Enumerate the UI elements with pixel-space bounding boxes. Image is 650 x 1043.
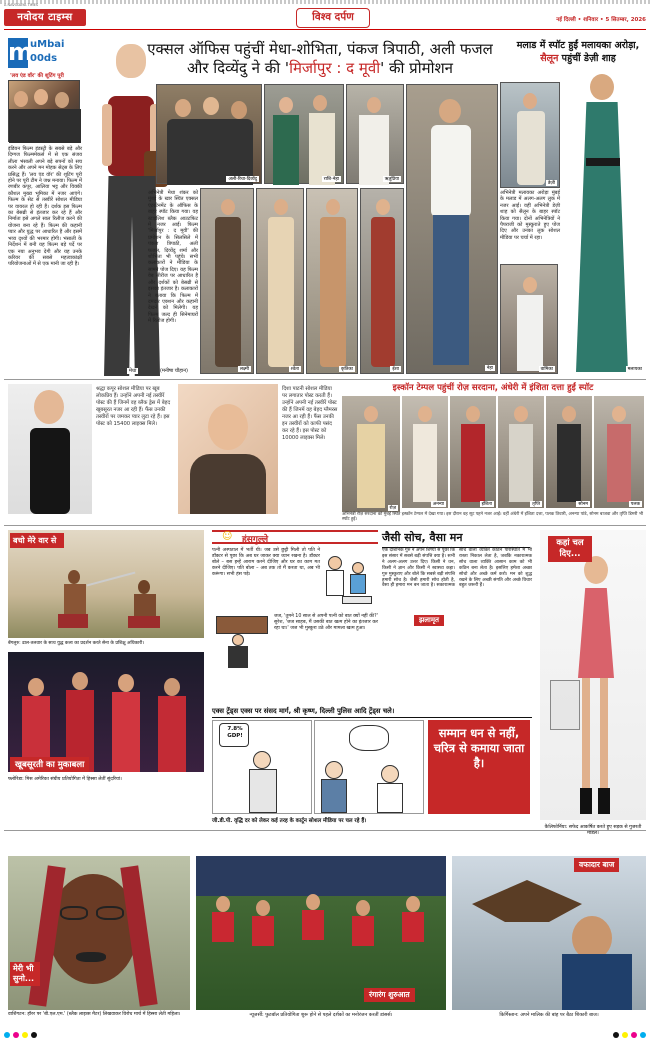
shweta-photo-3 [256,188,304,374]
isha-caption: ईशा [392,367,399,372]
neha-caption: नेहा [486,366,493,371]
soch-title: जैसी सोच, वैसा मन [382,530,530,548]
isckon-photo-2 [402,396,448,508]
mumbai-logo-m: m [8,38,34,66]
mumbai-goods-logo [8,38,70,68]
cheer-photo [196,856,446,1010]
cartoon-panel-2 [314,720,424,814]
malaika-headline-accent: सैलून [540,52,559,64]
shraddha-photo [8,384,92,514]
isckon-photo-1 [342,396,400,512]
eagle-caption: किर्गिस्तान: अपने मालिक की बांह पर बैठा शिकारी बाज। [499,1012,599,1018]
mirzapur-headline [140,40,500,78]
kritika-caption: कृतिका [340,367,353,372]
malaika-caption: मलायका [627,367,642,372]
quote-text: सम्मान धन से नहीं, चरित्र से कमाया जाता है। [433,726,525,770]
isckon-photo-3 [450,396,496,508]
beauty-photo [8,652,204,772]
daisy-photo [500,82,560,188]
rashi-neha-caption: राशि-नेहा [323,177,339,182]
isckon-photo-6 [594,396,644,508]
isckon-cap-2: इंशिता [481,502,492,507]
cheer-title: रंगारंग शुरुआत [364,988,415,1002]
brand-logo [4,9,86,26]
disha-box [178,384,338,514]
section-title-box [296,8,370,28]
isckon-photo-4 [498,396,544,508]
humor-section [212,530,378,705]
isckon-headline: इस्कॉन टेम्पल पहुंचीं रोज़ सरदाना, अंधेरी में इंशिता दत्ता हुईं स्पॉट [392,383,594,393]
ali-richa-caption: अली-रिचा-दिव्येंदु [228,177,257,182]
humor-joke-2: जज, 'तुमने 10 साल से अपनी पत्नी को बात क्यों नहीं की?' सुरेश, 'जज साहब, मैं उसकी बात खत्म होने का इंतजार कर रहा था।' जज भी मुस्कुरा उठे और मामला खत्म हुआ। [274,614,380,631]
cheer-caption: न्यूजर्सी: फुटबॉल प्रतियोगिता शुरू होने से पहले दर्शकों का मनोरंजन करतीं डांसर्स। [249,1012,393,1018]
court-cartoon [212,612,272,670]
registration-marks [0,1032,650,1040]
cartoon-panel-1 [212,720,312,814]
mirzapur-headline-accent: मिर्जापुर : द मूवी [289,59,381,77]
walk-caption: कैलिफोर्निया: सफेद आकर्षित करते हुए सड़क से गुजरती मॉडल। [544,825,642,836]
dateline: नई दिल्ली • शनिवार • 5 सितम्बर, 2026 [556,17,646,23]
quote-box [428,720,530,814]
mumbai-body: इंडियन फिल्म इंडस्ट्री के सबसे बड़े और दिग्गज फिल्ममेकर्स में से एक संजय लीला भंसाली अपने बड़े सपनों को सच करने और अपने मन मोहक सेट्स के लिए प्रसिद्ध हैं। 'लव एंड वॉर' की शूटिंग पूरी होने पर पूरी टीम ने जश्न मनाया। फिल्म में रणबीर कपूर, आलिया भट्ट और विक्की कौशल मुख्य भूमिका में नजर आएंगे। फिल्म के सेट से तस्वीरें सोशल मीडिया पर वायरल हो रही हैं। दर्शक इस फिल्म का बेसब्री से इंतजार कर रहे हैं और निर्माता इसे अगले साल रिलीज करने की योजना बना रहे हैं। फिल्म की कहानी प्यार और युद्ध पर आधारित है और इसमें भव्य दृश्यों की भरमार होगी। भंसाली के निर्देशन में बनी यह फिल्म बड़े पर्दे पर एक नया अनुभव देगी और यह उनके करियर की सबसे महत्वाकांक्षी परियोजनाओं में से एक मानी जा रही है। [8,146,84,268]
mirzapur-headline-part1: एक्सल ऑफिस पहुंचीं मेधा-शोभिता, पंकज त्रिपाठी, अली फजल और दिव्येंदु ने की ' [147,40,493,77]
soch-body: एक दार्शनिक गुरु ने अपने शिष्यों से पूछा कि इस संसार में सबसे बड़ी संपत्ति क्या है। सभी ने अलग-अलग उत्तर दिए। किसी ने धन, किसी ने ज्ञान और किसी ने स्वास्थ्य कहा। गुरु मुस्कुराए और बोले कि सबसे बड़ी संपत्ति हमारी सोच है। जैसी हमारी सोच होती है, वैसा ही हमारा मन बन जाता है। सकारात्मक सोच वाला व्यक्ति कठिन परिस्थिति में भी रास्ता निकाल लेता है, जबकि नकारात्मक सोच वाला व्यक्ति आसान काम को भी कठिन बना लेता है। इसलिए हमेशा अच्छा सोचो और अच्छे कर्म करो। मन को शुद्ध रखने के लिए अच्छी संगति और अच्छे विचार बहुत जरूरी हैं। [382,548,534,589]
brand-name: नवोदय टाइम्स [17,12,73,23]
masthead [4,3,646,30]
rituprya-caption: ऋतुप्रिया [384,177,399,182]
sabha-caption: वाशिंगटन: हॉरर पर 'बी.एल.एम.' (ब्लैक लाइव्स मैटर) लिखवाकर विरोध मार्च में हिस्सा लेती महिला। [8,1012,181,1017]
walk-photo [540,530,646,820]
isckon-cap-1: अनन्या [432,502,444,507]
cartoon-header: एक्स ट्रेंड्स एक्स पर संसद मार्ग, श्री कृष्ण, दिल्ली पुलिस आदि ट्रेंड्स चले। [212,706,532,718]
section-title: विश्व दर्पण [312,11,354,23]
isckon-cap-3: तृप्ति [532,502,540,507]
sabha-title: मेरी भी सुनो... [10,962,40,986]
battle-caption: बेंगलुरु: ढाल-तलवार के साथ युद्ध कला का प्रदर्शन करते सेना के प्रशिक्षु अधिकारी। [8,641,145,646]
beauty-title: खूबसूरती का मुकाबला [10,757,89,772]
medha-caption: मेधा [129,368,137,374]
masthead-small-top: A NAVODAYA TIMES [4,3,39,7]
isckon-cap-5: पलक [630,502,640,507]
eagle-photo [452,856,646,1010]
rashi-neha-photo [264,84,344,184]
isckon-photo-5 [546,396,592,508]
group-photo [8,80,80,142]
smile-icon: ☺ [222,531,233,542]
humor-header [212,530,378,544]
malaika-body: अभिनेत्री मलायका अरोड़ा मुंबई के मलाड में अलग-अलग लुक में नजर आईं। वहीं अभिनेत्री डेज़ी शाह को सैलून के बाहर स्पॉट किया गया। दोनों अभिनेत्रियों ने पैपराजी को मुस्कुराते हुए पोज दिए और उनका लुक सोशल मीडिया पर चर्चा में रहा। [500,190,562,241]
malaika-headline-part3: पहुंचीं डेज़ी शाह [558,52,616,64]
eagle-title: वफादार बाज [574,858,619,872]
lakshmi-photo [200,188,254,374]
vamika-photo [500,264,558,374]
mirzapur-byline: (मनीषा चौहान) [160,368,188,374]
malaika-headline-part1: मलाड में स्पॉट हुईं मलायका अरोड़ा, [516,40,640,51]
ali-richa-photo [156,84,262,184]
lakshmi-caption: लक्ष्मी [239,367,249,372]
doctor-cartoon [322,546,378,610]
humor-joke-1: पत्नी अस्पताल में भर्ती थी। जब उसे छुट्टी मिली तो पति ने डॉक्टर से पूछा कि अब घर जाकर क्या ध्यान रखना है। डॉक्टर बोले – बस इन्हें आराम करने दीजिए और घर का काम मत करने दीजिए। पति बोला – अब तक तो मैं करता था, अब भी करूंगा। सभी हंस पड़े। [212,548,322,577]
mumbai-subtitle: 'लव एंड वॉर' की शूटिंग पूरी [10,73,64,79]
rituprya-photo [346,84,404,184]
humor-title: हंसगुल्ले [242,535,269,545]
mumbai-logo-text: uMbai 00ds [30,39,65,64]
malaika-photo [560,60,646,374]
gdp-label: 7.8% GDP! [227,726,243,739]
isckon-cap-0: रोज़ [389,506,396,511]
mirzapur-headline-part3: ' की प्रोमोशन [380,59,453,77]
kritika-photo [306,188,358,374]
beauty-caption: फ्लोरिडा: मिस अमेरिका संघीय प्रतियोगिता में हिस्सा लेतीं सुंदरियां। [8,777,122,782]
vamika-caption: वामिका [540,367,553,372]
isckon-caption: अभिनेत्री रोज़ सरदाना को मुंबई स्थित इस्कॉन टेम्पल में देखा गया। इस दौरान वह सूट पहने नजर आईं। वहीं अंधेरी में इंशिता दत्ता, पलक तिवारी, अनन्या पांडे, सोनम बाजवा और तृप्ति डिमरी भी स्पॉट हुईं। [342,512,644,523]
shraddha-box [8,384,176,514]
daisy-caption: डेज़ी [547,181,555,186]
isha-photo [360,188,404,374]
disha-body: दिशा पाटनी सोशल मीडिया पर लगातार पोस्ट करती हैं। उन्होंने अपनी नई तस्वीरें पोस्ट की हैं जिनमें वह बेहद ग्लैमरस नजर आ रही हैं। फैंस उनकी इन तस्वीरों को काफी पसंद कर रहे हैं। इस पोस्ट को 10000 लाइक्स मिले। [282,386,339,441]
disha-photo [178,384,278,514]
battle-title: बचो मेरे वार से [10,533,64,548]
cartoon-caption: जी.डी.पी. वृद्धि दर को लेकर कई तरह के कार्टून सोशल मीडिया पर चल रहे हैं। [212,818,367,824]
shraddha-body: श्रद्धा कपूर सोशल मीडिया पर खूब लोकप्रिय हैं। उन्होंने अपनी नई तस्वीरें पोस्ट की हैं जिनमें वह ब्लैक ड्रेस में बेहद खूबसूरत नजर आ रही हैं। फैंस उनकी तस्वीरों पर जमकर प्यार लुटा रहे हैं। इस पोस्ट को 15400 लाइक्स मिले। [96,386,172,427]
shweta-caption: श्वेता [290,367,299,372]
jhalamrit-label: झलामृत [414,615,444,626]
walk-title: कहां चल दिए... [548,536,592,562]
neha-photo [406,84,498,374]
sabha-photo [8,856,190,1010]
mirzapur-body: अभिनेत्री मेधा शंकर को मुंबई के खार स्थित एक्सल एंटरटेनमेंट के ऑफिस के बाहर स्पॉट किया गया। वह स्टाइलिश ब्लैक आउटफिट में नजर आईं। फिल्म 'मिर्जापुर : द मूवी' की प्रमोशन के सिलसिले में पंकज त्रिपाठी, अली फजल, दिव्येंदु शर्मा और शोभिता भी पहुंचे। सभी कलाकारों ने मीडिया के सामने पोज दिए। यह फिल्म वेब सीरीज पर आधारित है और दर्शकों को बेसब्री से इसका इंतजार है। कलाकारों ने बताया कि फिल्म में दमदार एक्शन और कहानी देखने को मिलेगी। यह फिल्म जल्द ही सिनेमाघरों में रिलीज होगी। [148,190,200,325]
isckon-cap-4: सोनम [578,502,588,507]
